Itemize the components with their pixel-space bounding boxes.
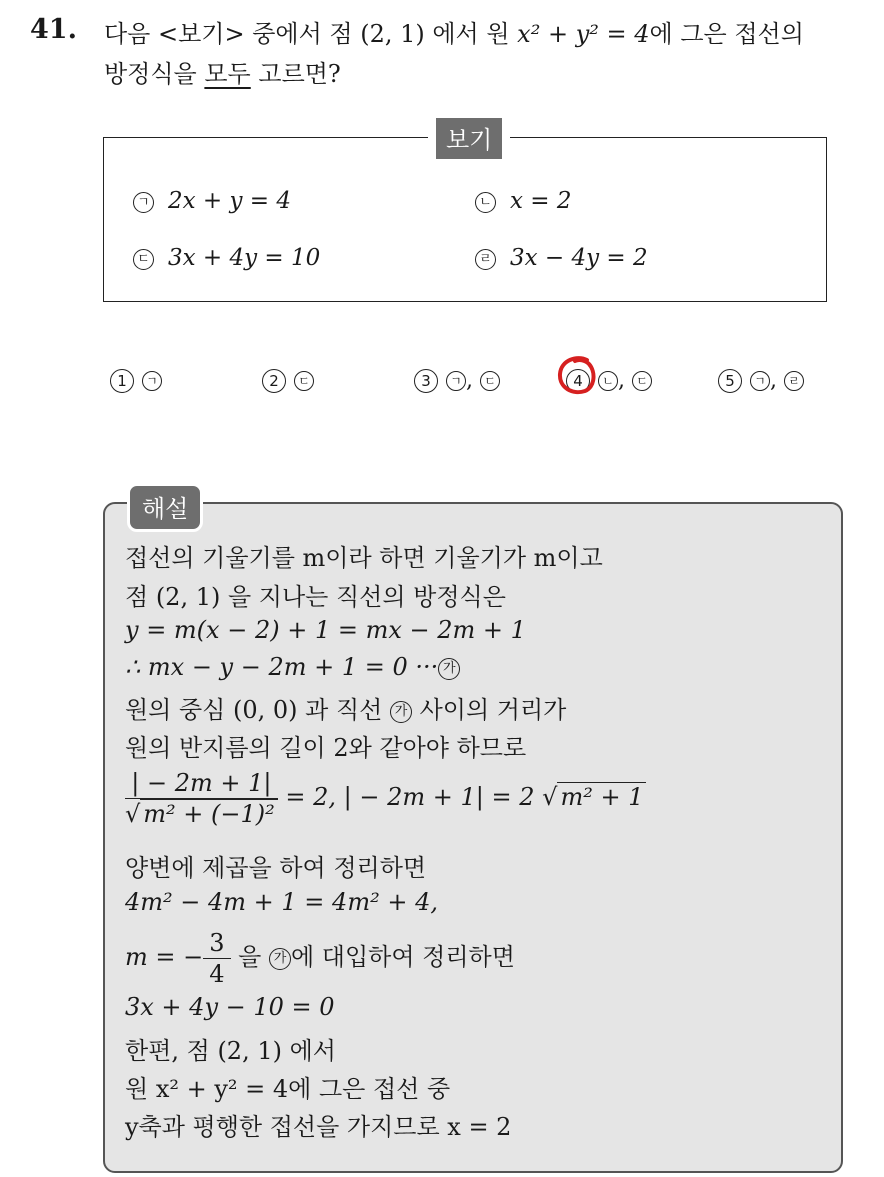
choice-number: 3 [414, 369, 438, 393]
bogi-equation: 3x − 4y = 2 [510, 245, 648, 271]
solution-line [125, 653, 460, 681]
solution-text: 사이의 거리가 [411, 696, 567, 724]
bogi-marker: ㄹ [475, 249, 496, 270]
question-text [104, 14, 874, 94]
sqrt-argument: m² + (−1)² [140, 799, 277, 828]
answer-choice-3[interactable]: 3 ㄱ , ㄷ [414, 368, 500, 393]
ga-marker: 가 [390, 701, 412, 723]
answer-choice-4[interactable]: 4 ㄴ , ㄷ [566, 368, 652, 393]
sqrt-symbol: √ [542, 783, 558, 811]
solution-line [125, 928, 515, 989]
solution-title: 해설 [127, 483, 203, 532]
choice-number: 5 [718, 369, 742, 393]
bogi-title: 보기 [428, 118, 510, 159]
solution-line: 원 x² + y² = 4에 그은 접선 중 [125, 1075, 451, 1103]
choice-number: 4 [566, 369, 590, 393]
answer-choice-5[interactable]: 5 ㄱ , ㄹ [718, 368, 804, 393]
choice-marker: ㄷ [632, 371, 652, 391]
choice-marker: ㄷ [480, 371, 500, 391]
bogi-item [133, 245, 320, 271]
choice-number: 1 [110, 369, 134, 393]
solution-line: 원의 반지름의 길이 2와 같아야 하므로 [125, 734, 527, 762]
solution-line: 접선의 기울기를 m이라 하면 기울기가 m이고 [125, 544, 603, 572]
solution-text: 원의 중심 (0, 0) 과 직선 [125, 696, 390, 724]
answer-choice-2[interactable] [262, 368, 314, 393]
solution-line: y축과 평행한 접선을 가지므로 x = 2 [125, 1113, 512, 1141]
question-number: 41. [30, 14, 77, 45]
bogi-equation: 3x + 4y = 10 [168, 245, 321, 271]
underlined-word: 모두 [204, 60, 251, 88]
solution-equation: m = − [125, 943, 204, 971]
solution-equation: ∴ mx − y − 2m + 1 = 0 ··· [125, 653, 439, 681]
solution-line: 한편, 점 (2, 1) 에서 [125, 1037, 336, 1065]
choice-marker: ㄷ [294, 371, 314, 391]
bogi-marker: ㄴ [475, 192, 496, 213]
sqrt-argument: m² + 1 [557, 782, 646, 811]
fraction-denominator [125, 799, 278, 829]
solution-line: y = m(x − 2) + 1 = mx − 2m + 1 [125, 616, 526, 644]
solution-distance-equation [125, 768, 646, 829]
solution-text: 에 대입하여 정리하면 [290, 943, 515, 971]
question-text-b: 에 그은 접선의 [649, 20, 804, 48]
fraction-numerator: 3 [203, 928, 230, 959]
choice-marker: ㄱ [750, 371, 770, 391]
bogi-item [475, 245, 648, 271]
fraction-denominator: 4 [209, 960, 225, 988]
bogi-equation: x = 2 [510, 188, 572, 214]
bogi-item [133, 188, 291, 214]
solution-line: 점 (2, 1) 을 지나는 직선의 방정식은 [125, 583, 506, 611]
solution-line: 4m² − 4m + 1 = 4m² + 4, [125, 888, 438, 916]
slope-fraction [203, 928, 230, 989]
bogi-equation: 2x + y = 4 [168, 188, 292, 214]
ga-marker: 가 [269, 948, 291, 970]
distance-fraction [125, 768, 278, 829]
bogi-marker: ㄷ [133, 249, 154, 270]
answer-choice-1[interactable] [110, 368, 162, 393]
choice-marker: ㄹ [784, 371, 804, 391]
solution-line: 3x + 4y − 10 = 0 [125, 993, 335, 1021]
question-text-d: 고르면? [250, 60, 341, 88]
answer-circle-mark-icon [555, 354, 599, 398]
choice-marker: ㄱ [142, 371, 162, 391]
bogi-item [475, 188, 572, 214]
bogi-box [103, 137, 827, 302]
circle-equation: x² + y² = 4 [517, 20, 650, 48]
fraction-numerator: | − 2m + 1| [125, 768, 278, 799]
ga-marker: 가 [438, 658, 460, 680]
solution-line: 양변에 제곱을 하여 정리하면 [125, 854, 427, 882]
question-text-a: 다음 <보기> 중에서 점 (2, 1) 에서 원 [104, 20, 518, 48]
choice-number: 2 [262, 369, 286, 393]
solution-text: 을 [230, 943, 269, 971]
choice-marker: ㄴ [598, 371, 618, 391]
bogi-marker: ㄱ [133, 192, 154, 213]
solution-line [125, 690, 566, 725]
question-text-c: 방정식을 [104, 60, 205, 88]
choice-marker: ㄱ [446, 371, 466, 391]
solution-text: = 2, | − 2m + 1| = 2 [277, 783, 543, 811]
sqrt-symbol: √ [125, 800, 141, 828]
